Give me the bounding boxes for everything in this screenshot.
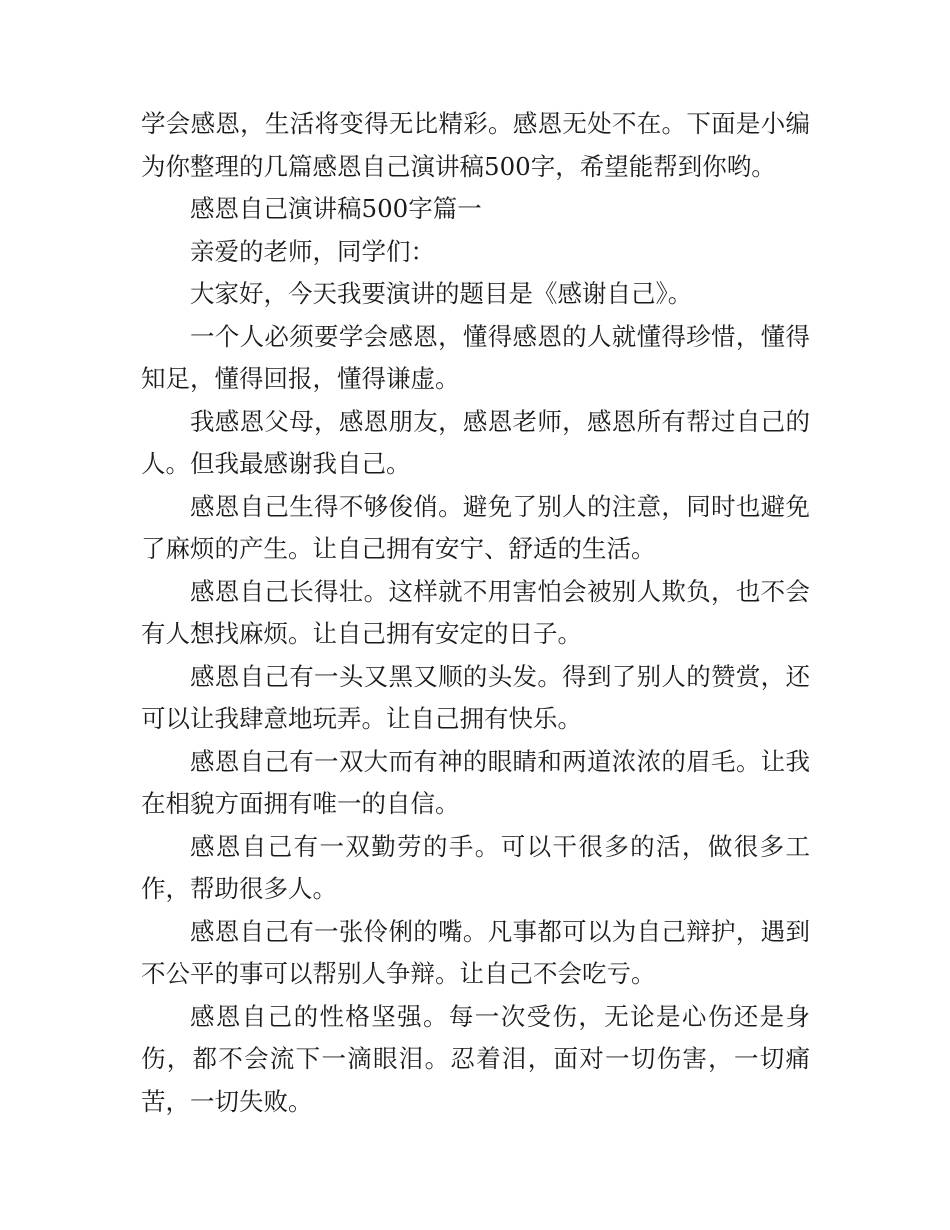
document-body: [141, 103, 810, 1123]
paragraph: 感恩自己有一张伶俐的嘴。凡事都可以为自己辩护，遇到不公平的事可以帮别人争辩。让自己不会吃亏。: [141, 916, 810, 988]
section-heading: 感恩自己演讲稿500字篇一: [190, 194, 482, 223]
paragraph: 感恩自己生得不够俊俏。避免了别人的注意，同时也避免了麻烦的产生。让自己拥有安宁、舒适的生活。: [141, 491, 810, 563]
paragraph: 大家好，今天我要演讲的题目是《感谢自己》。: [190, 279, 693, 308]
paragraph-salutation: 亲爱的老师，同学们：: [190, 236, 435, 266]
paragraph: 一个人必须要学会感恩，懂得感恩的人就懂得珍惜，懂得知足，懂得回报，懂得谦虚。: [141, 321, 810, 393]
paragraph: 感恩自己有一头又黑又顺的头发。得到了别人的赞赏，还可以让我肆意地玩弄。让自己拥有快乐。: [141, 661, 810, 733]
paragraph-intro: 学会感恩，生活将变得无比精彩。感恩无处不在。下面是小编为你整理的几篇感恩自己演讲稿500字，希望能帮到你哟。: [141, 109, 810, 181]
paragraph: 感恩自己的性格坚强。每一次受伤，无论是心伤还是身伤，都不会流下一滴眼泪。忍着泪，面对一切伤害，一切痛苦，一切失败。: [141, 1001, 810, 1116]
paragraph: 感恩自己长得壮。这样就不用害怕会被别人欺负，也不会有人想找麻烦。让自己拥有安定的日子。: [141, 576, 810, 648]
paragraph: 感恩自己有一双大而有神的眼睛和两道浓浓的眉毛。让我在相貌方面拥有唯一的自信。: [141, 746, 810, 818]
paragraph: 感恩自己有一双勤劳的手。可以干很多的活，做很多工作，帮助很多人。: [141, 831, 810, 903]
paragraph: 我感恩父母，感恩朋友，感恩老师，感恩所有帮过自己的人。但我最感谢我自己。: [141, 406, 810, 478]
